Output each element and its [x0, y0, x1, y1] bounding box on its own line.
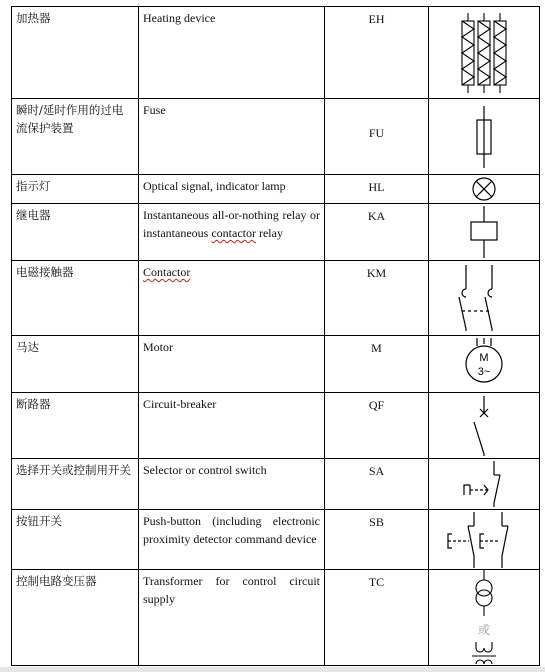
selector-switch-icon — [454, 461, 514, 507]
letter-code: KA — [325, 204, 429, 261]
chinese-term: 瞬时/延时作用的过电流保护装置 — [12, 99, 139, 175]
english-term: Contactor — [143, 265, 191, 279]
english-term: Heating device — [139, 7, 325, 99]
chinese-term: 选择开关或控制用开关 — [12, 459, 139, 510]
table-row — [12, 336, 540, 393]
push-button-icon — [444, 512, 524, 568]
symbol-cell — [429, 336, 540, 393]
motor-icon — [462, 338, 506, 390]
english-term: Circuit-breaker — [139, 393, 325, 459]
letter-code: SA — [325, 459, 429, 510]
letter-code: KM — [325, 261, 429, 336]
english-term: Push-button (including electronic proximity detector command device — [139, 510, 325, 570]
chinese-term: 马达 — [12, 336, 139, 393]
symbol-cell — [429, 99, 540, 175]
chinese-term: 加热器 — [12, 7, 139, 99]
chinese-term: 控制电路变压器 — [12, 570, 139, 666]
letter-code: EH — [325, 7, 429, 99]
chinese-term: 指示灯 — [12, 175, 139, 204]
symbol-cell — [429, 7, 540, 99]
relay-coil-icon — [464, 206, 504, 258]
table-row — [12, 99, 540, 175]
table-row — [12, 261, 540, 336]
symbol-cell — [429, 459, 540, 510]
chinese-term: 继电器 — [12, 204, 139, 261]
symbol-cell — [429, 570, 540, 666]
letter-code: SB — [325, 510, 429, 570]
english-term: Instantaneous all-or-nothing relay or instantaneous contactor relay — [139, 204, 325, 261]
letter-code: M — [325, 336, 429, 393]
chinese-term: 按钮开关 — [12, 510, 139, 570]
heating-device-icon — [454, 13, 514, 93]
chinese-term: 电磁接触器 — [12, 261, 139, 336]
spellcheck-word: contactor — [211, 226, 256, 240]
english-term-cell — [139, 261, 325, 336]
english-term: Motor — [139, 336, 325, 393]
indicator-lamp-icon — [469, 176, 499, 202]
english-term: Fuse — [139, 99, 325, 175]
motor-label: M — [479, 352, 489, 364]
motor-phase-label: 3~ — [477, 366, 491, 378]
english-term: Transformer for control circuit supply — [139, 570, 325, 666]
chinese-term: 断路器 — [12, 393, 139, 459]
letter-code: HL — [325, 175, 429, 204]
table-row — [12, 204, 540, 261]
table-row — [12, 175, 540, 204]
contactor-icon — [454, 265, 514, 331]
letter-code: QF — [325, 393, 429, 459]
symbol-cell — [429, 510, 540, 570]
letter-code-cell — [325, 99, 429, 175]
symbol-table — [11, 6, 540, 666]
table-row — [12, 510, 540, 570]
table-row — [12, 393, 540, 459]
symbol-cell — [429, 175, 540, 204]
english-term: Selector or control switch — [139, 459, 325, 510]
circuit-breaker-icon — [464, 396, 504, 456]
table-row — [12, 570, 540, 666]
letter-code: TC — [325, 570, 429, 666]
symbol-cell — [429, 261, 540, 336]
transformer-icon — [464, 570, 504, 664]
symbol-cell — [429, 204, 540, 261]
table-row — [12, 7, 540, 99]
english-term: Optical signal, indicator lamp — [139, 175, 325, 204]
or-label: 或 — [477, 623, 491, 637]
fuse-icon — [469, 106, 499, 168]
symbol-cell — [429, 393, 540, 459]
letter-code: FU — [368, 126, 385, 140]
table-row — [12, 459, 540, 510]
page-bottom-edge — [0, 667, 545, 672]
